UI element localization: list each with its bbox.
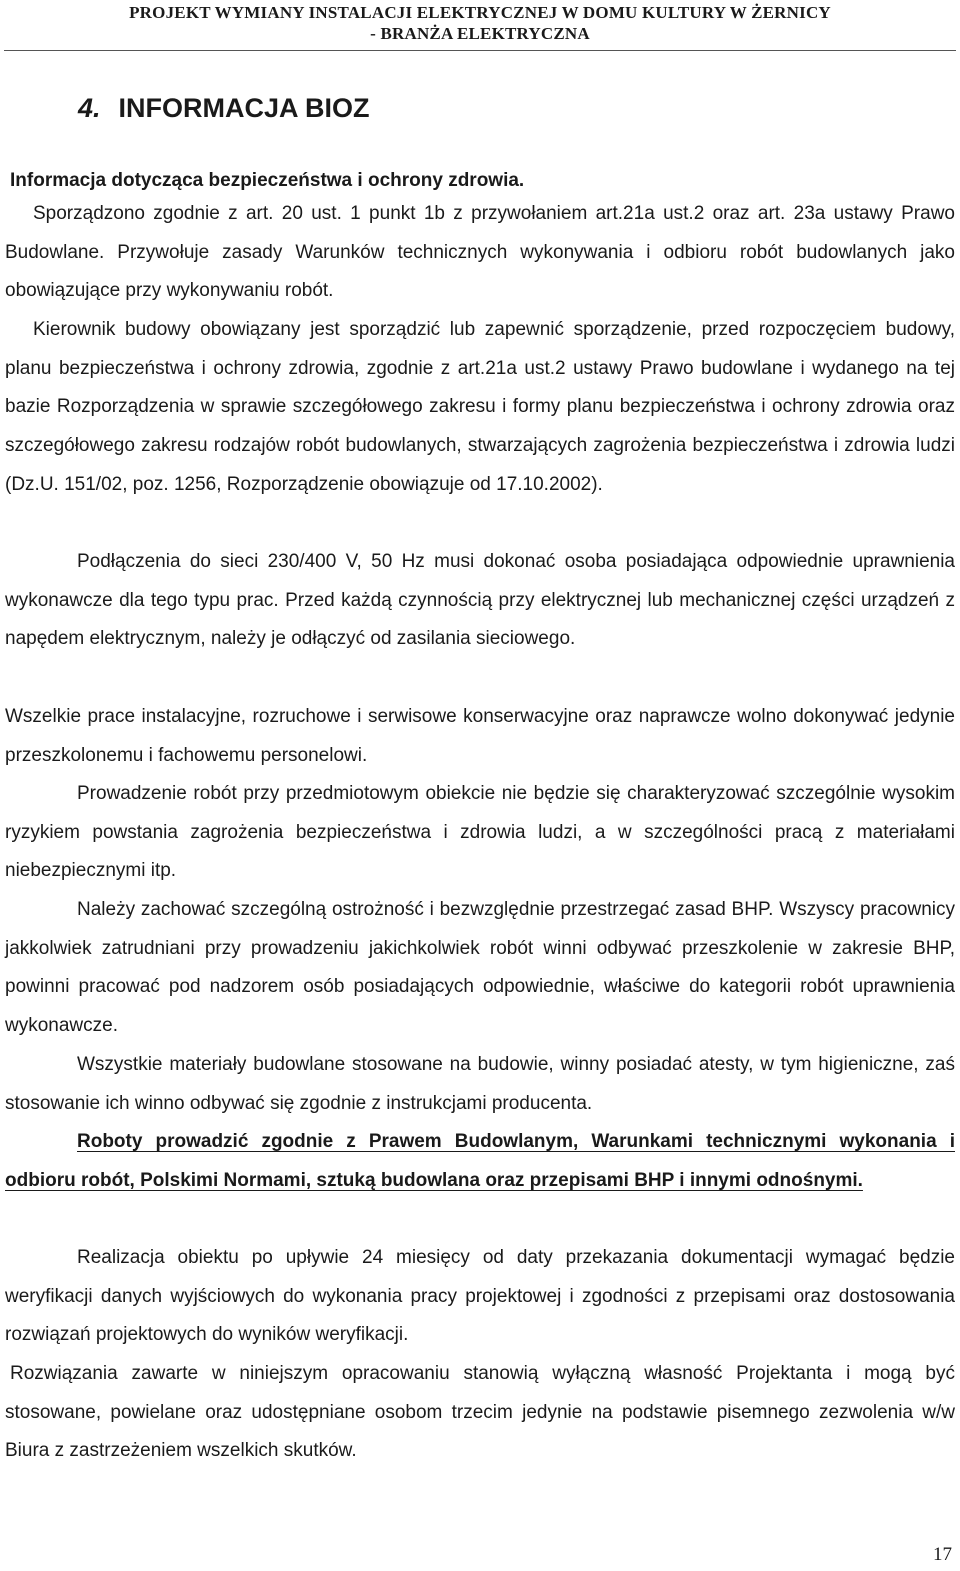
paragraph-risk-assessment: Prowadzenie robót przy przedmiotowym obiekcie nie będzie się charakteryzować szczególnie wysokim ryzykiem powstania zagrożenia bezpieczeństwa i zdrowia ludzi, a w szczególności pracą z materiałami niebezpiecznymi itp. bbox=[5, 783, 955, 882]
page-number: 17 bbox=[933, 1544, 952, 1565]
section-title: INFORMACJA BIOZ bbox=[118, 93, 370, 123]
section-number: 4. bbox=[78, 93, 101, 123]
header-project-title: PROJEKT WYMIANY INSTALACJI ELEKTRYCZNEJ W DOMU KULTURY W ŻERNICY bbox=[129, 3, 831, 22]
paragraph-site-manager: Kierownik budowy obowiązany jest sporządzić lub zapewnić sporządzenie, przed rozpoczęciem budowy, planu bezpieczeństwa i ochrony zdrowia, zgodnie z art.21a ust.2 ustawy Prawo budowlane i wydanego na tej bazie Rozporządzenia w sprawie szczegółowego zakresu i formy planu bezpieczeństwa i ochrony zdrowia oraz szczegółowego zakresu rodzajów robót budowlanych, stwarzających zagrożenia bezpieczeństwa i zdrowia ludzi (Dz.U. 151/02, poz. 1256, Rozporządzenie obowiązuje od 17.10.2002). bbox=[5, 319, 955, 495]
paragraph-materials: Wszystkie materiały budowlane stosowane na budowie, winny posiadać atesty, w tym higieniczne, zaś stosowanie ich winno odbywać się zgodnie z instrukcjami producenta. bbox=[5, 1054, 955, 1114]
section-heading bbox=[78, 92, 370, 124]
paragraph-installation-works: Wszelkie prace instalacyjne, rozruchowe i serwisowe konserwacyjne oraz naprawcze wolno dokonywać jedynie przeszkolonemu i fachowemu personelowi. bbox=[5, 706, 955, 766]
paragraph-legal-basis: Sporządzono zgodnie z art. 20 ust. 1 punkt 1b z przywołaniem art.21a ust.2 oraz art. 23a ustawy Prawo Budowlane. Przywołuje zasady Warunków technicznych wykonywania i odbioru robót budowlanych jako obowiązujące przy wykonywaniu robót. bbox=[5, 203, 955, 302]
subtitle: Informacja dotycząca bezpieczeństwa i ochrony zdrowia. bbox=[10, 170, 525, 191]
paragraph-works-compliance: Roboty prowadzić zgodnie z Prawem Budowlanym, Warunkami technicznymi wykonania i odbioru robót, Polskimi Normami, sztuką budowlana oraz przepisami BHP i innymi odnośnymi. bbox=[5, 1131, 955, 1191]
paragraph-verification: Realizacja obiektu po upływie 24 miesięcy od daty przekazania dokumentacji wymagać będzie weryfikacji danych wyjściowych do wykonania pracy projektowej i zgodności z przepisami oraz dostosowania rozwiązań projektowych do wyników weryfikacji. bbox=[5, 1247, 955, 1346]
header-branch: - BRANŻA ELEKTRYCZNA bbox=[370, 24, 590, 43]
paragraph-bhp-rules: Należy zachować szczególną ostrożność i bezwzględnie przestrzegać zasad BHP. Wszyscy pracownicy jakkolwiek zatrudniani przy prowadzeniu jakichkolwiek robót winni odbywać przeszkolenie w zakresie BHP, powinni pracować pod nadzorem osób posiadających odpowiednie, właściwe do kategorii robót uprawnienia wykonawcze. bbox=[5, 899, 955, 1037]
paragraph-copyright: Rozwiązania zawarte w niniejszym opracowaniu stanowią wyłączną własność Projektanta i mogą być stosowane, powielane oraz udostępniane osobom trzecim jedynie na podstawie pisemnego zezwolenia w/w Biura z zastrzeżeniem wszelkich skutków. bbox=[5, 1363, 955, 1462]
header-divider bbox=[4, 50, 956, 51]
paragraph-grid-connection: Podłączenia do sieci 230/400 V, 50 Hz musi dokonać osoba posiadająca odpowiednie uprawnienia wykonawcze dla tego typu prac. Przed każdą czynnością przy elektrycznej lub mechanicznej części urządzeń z napędem elektrycznym, należy je odłączyć od zasilania sieciowego. bbox=[5, 551, 955, 650]
